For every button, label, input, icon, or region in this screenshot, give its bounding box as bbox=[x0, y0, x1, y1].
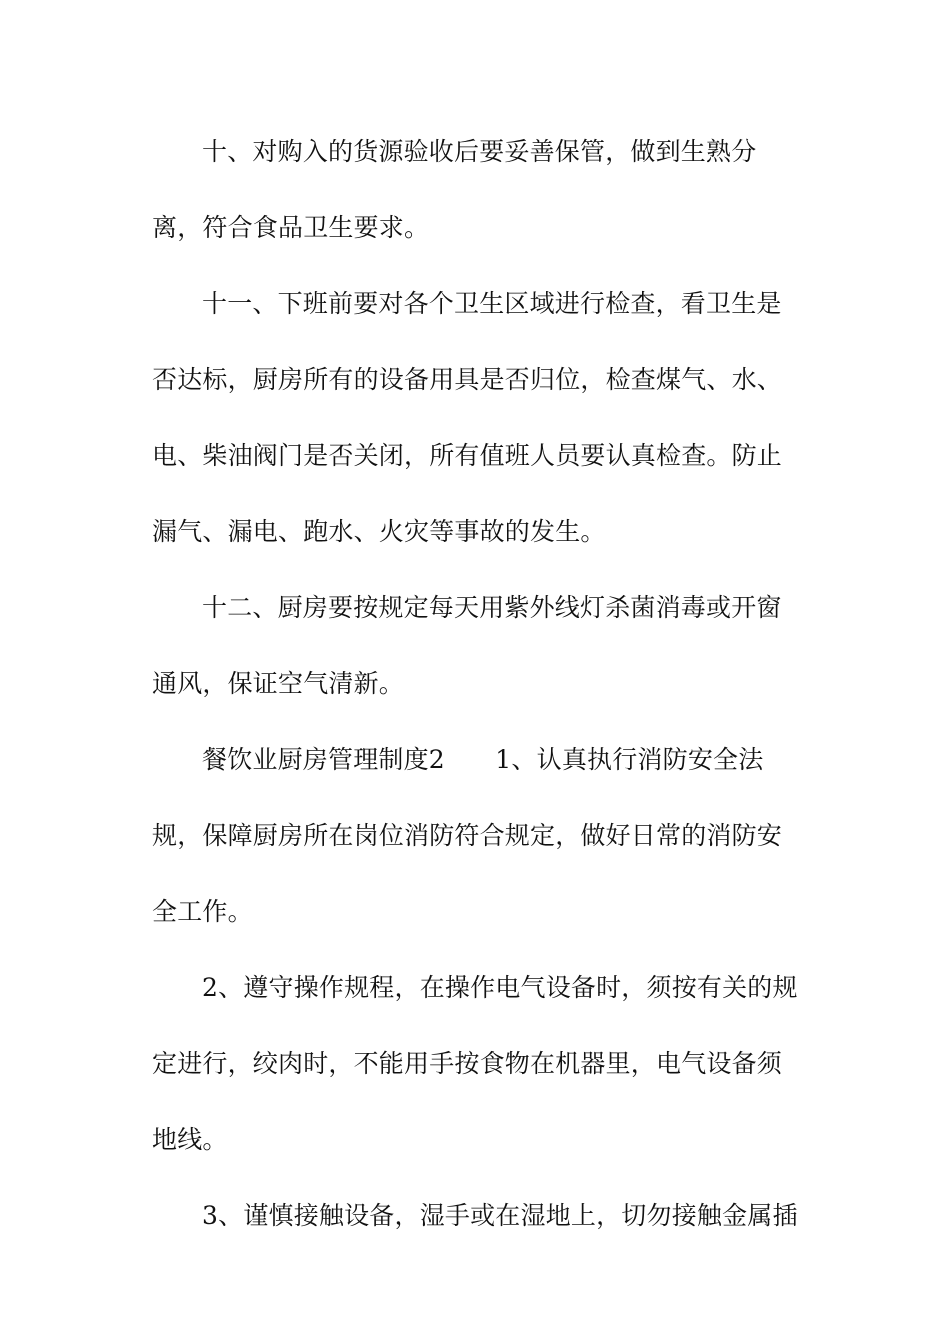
paragraph-item-3: 3、谨慎接触设备，湿手或在湿地上，切勿接触金属插 bbox=[202, 1201, 798, 1230]
paragraph-10: 十、对购入的货源验收后要妥善保管，做到生熟分离，符合食品卫生要求。 bbox=[152, 137, 757, 242]
paragraph-12: 十二、厨房要按规定每天用紫外线灯杀菌消毒或开窗通风，保证空气清新。 bbox=[152, 593, 782, 698]
paragraph-11: 十一、下班前要对各个卫生区域进行检查，看卫生是否达标，厨房所有的设备用具是否归位，检查煤气、水、电、柴油阀门是否关闭，所有值班人员要认真检查。防止漏气、漏电、跑水、火灾等事故的发生。 bbox=[152, 289, 783, 546]
paragraph-section-2-item-1: 餐饮业厨房管理制度2 1、认真执行消防安全法规，保障厨房所在岗位消防符合规定，做好日常的消防安全工作。 bbox=[152, 745, 783, 926]
paragraph-item-2: 2、遵守操作规程，在操作电气设备时，须按有关的规定进行，绞肉时，不能用手按食物在机器里，电气设备须地线。 bbox=[152, 973, 798, 1154]
